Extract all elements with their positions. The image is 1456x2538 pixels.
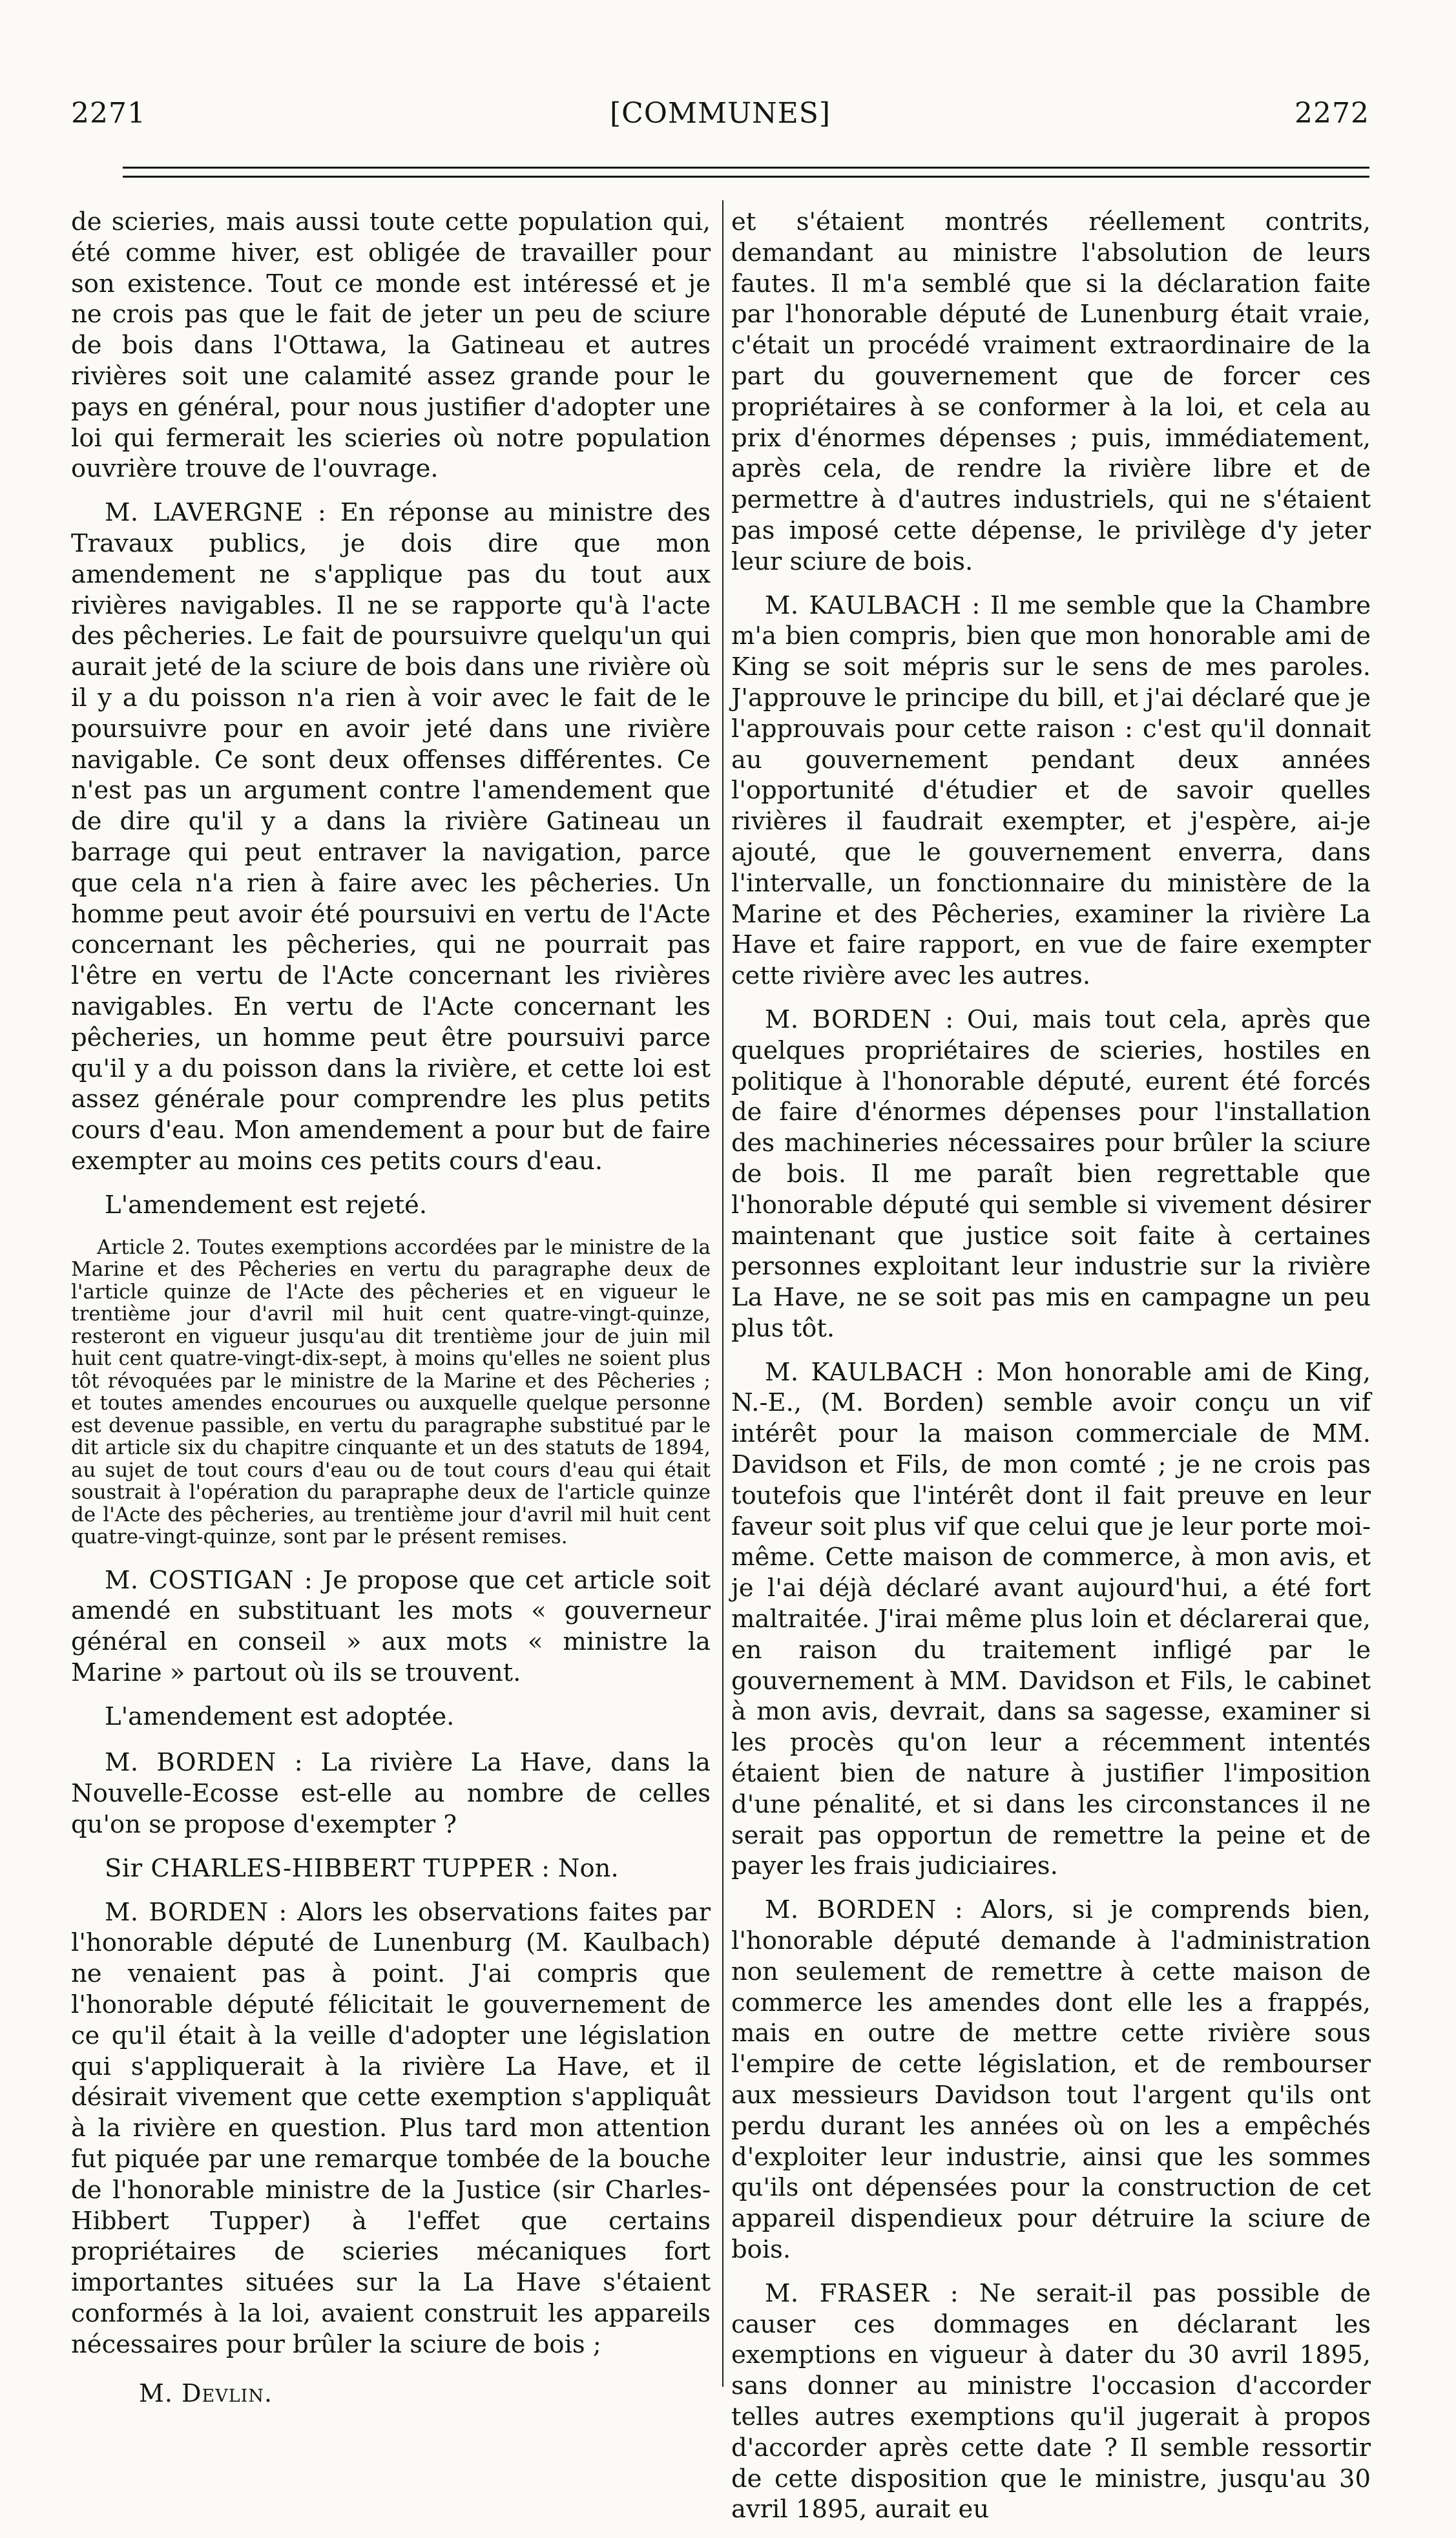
bill-article-text: Article 2. Toutes exemptions accordées par le ministre de la Marine et des Pêcheries en vertu du paragraphe deux de l'article quinze de l'Acte des pêcheries et en vigueur le trentième jour d'avril mil huit cent quatre-vingt-quinze, resteront en vigueur jusqu'au dit trentième jour de juin mil huit cent quatre-vingt-dix-sept, à moins qu'elles ne soient plus tôt révoquées par le ministre de la Marine et des Pêcheries ; et toutes amendes encourues ou auxquelle quelque personne est devenue passible, en vertu du paragraphe substitué par le dit article six du chapitre cinquante et un des statuts de 1894, au sujet de tout cours d'eau ou de tout cours d'eau qui était soustrait à l'opération du parapraphe deux de l'article quinze de l'Acte des pêcheries, au trentième jour d'avril mil huit cent quatre-vingt-quinze, sont par le présent remises. [71,1235,711,1548]
speaker-name: M. BORDEN : [765,1895,964,1925]
speech-paragraph [71,1747,711,1840]
continued-paragraph: et s'étaient montrés réellement contrits, demandant au ministre l'absolution de leurs fautes. Il m'a semblé que si la déclaration faite par l'honorable député de Lunenburg était vraie, c'était un procédé vraiment extraordinaire de la part du gouvernement que de forcer ces propriétaires à se conformer à la loi, et cela au prix d'énormes dépenses ; puis, immédiatement, après cela, de rendre la rivière libre et de permettre à d'autres industriels, qui ne s'étaient pas imposé cette dépense, le privilège d'y jeter leur sciure de bois. [731,207,1371,576]
speech-text: Il me semble que la Chambre m'a bien compris, bien que mon honorable ami de King se soit mépris sur le sens de mes paroles. J'approuve le principe du bill, et j'ai déclaré que je l'approuvais pour cette raison : c'est qu'il donnait au gouvernement pendant deux années l'opportunité d'étudier et de savoir quelles rivières il faudrait exempter, et j'espère, ai-je ajouté, que le gouvernement enverra, dans l'intervalle, un fonctionnaire du ministère de la Marine et des Pêcheries, examiner la rivière La Have et faire rapport, en vue de faire exempter cette rivière avec les autres. [731,590,1371,991]
speech-paragraph [71,497,711,1177]
vote-result: L'amendement est rejeté. [105,1190,428,1220]
speaker-name: M. BORDEN : [105,1897,287,1927]
speech-paragraph [731,2278,1371,2525]
right-column [731,207,1371,2538]
speech-paragraph [731,1004,1371,1344]
speaker-name: M. BORDEN : [105,1748,304,1778]
running-title: [COMMUNES] [609,97,831,130]
speaker-name: M. COSTIGAN : [105,1565,313,1595]
speaker-name: M. KAULBACH : [765,1357,984,1387]
left-page-number: 2271 [71,97,146,130]
speech-text: Oui, mais tout cela, après que quelques propriétaires de scieries, hostiles en politique à l'honorable député, eurent été forcés de faire d'énormes dépenses pour l'installation des machineries nécessaires pour brûler la sciure de bois. Il me paraît bien regrettable que l'honorable député qui semble si vivement désirer maintenant que justice soit faite à certaines personnes exploitant leur industrie sur la rivière La Have, ne se soit pas mis en campagne un peu plus tôt. [731,1004,1371,1343]
vote-result: L'amendement est adoptée. [105,1701,455,1731]
speech-paragraph [731,1357,1371,1882]
speech-text: Mon honorable ami de King, N.-E., (M. Borden) semble avoir conçu un vif intérêt pour la maison commerciale de MM. Davidson et Fils, de mon comté ; je ne crois pas toutefois que l'intérêt dont il fait preuve en leur faveur soit plus vif que celui que je leur porte moi-même. Cette maison de commerce, à mon avis, et je l'ai déjà déclaré avant aujourd'hui, a été fort maltraitée. J'irai même plus loin et déclarerai que, en raison du traitement infligé par le gouvernement à MM. Davidson et Fils, le cabinet à mon avis, devrait, dans sa sagesse, examiner si les procès qu'on leur a récemment intentés étaient bien de nature à justifier l'imposition d'une pénalité, et si dans les circonstances il ne serait pas opportun de remettre la peine et de payer les frais judiciaires. [731,1357,1371,1881]
speaker-name: M. KAULBACH : [765,590,981,620]
speaker-name: M. BORDEN : [765,1004,954,1034]
right-page-number: 2272 [1295,97,1369,130]
speaker-name: Sir CHARLES-HIBBERT TUPPER : [105,1853,550,1883]
speech-text: Alors les observations faites par l'honorable député de Lunenburg (M. Kaulbach) ne venaient pas à point. J'ai compris que l'honorable député félicitait le gouvernement de ce qu'il était à la veille d'adopter une législation qui s'appliquerait à la rivière La Have, et il désirait vivement que cette exemption s'appliquât à la rivière en question. Plus tard mon attention fut piquée par une remarque tombée de la bouche de l'honorable ministre de la Justice (sir Charles-Hibbert Tupper) à l'effet que certains propriétaires de scieries mécaniques fort importantes situées sur la La Have s'étaient conformés à la loi, avaient construit les appareils nécessaires pour brûler la sciure de bois ; [71,1897,711,2359]
speech-paragraph [71,1565,711,1689]
continued-paragraph: de scieries, mais aussi toute cette population qui, été comme hiver, est obligée de travailler pour son existence. Tout ce monde est intéressé et je ne crois pas que le fait de jeter un peu de sciure de bois dans l'Ottawa, la Gatineau et autres rivières soit une calamité assez grande pour le pays en général, pour nous justifier d'adopter une loi qui fermerait les scieries où notre population ouvrière trouve de l'ouvrage. [71,207,711,484]
footer-signature: M. Devlin. [139,2379,273,2408]
speaker-name: M. FRASER : [765,2278,959,2308]
speech-paragraph [71,1853,711,1884]
column-divider [722,200,723,2387]
header-rule-bottom [123,176,1369,178]
speech-text: Ne serait-il pas possible de causer ces dommages en déclarant les exemptions en vigueur à dater du 30 avril 1895, sans donner au ministre l'occasion d'accorder telles autres exemptions qu'il jugerait à propos d'accorder après cette date ? Il semble ressortir de cette disposition que le ministre, jusqu'au 30 avril 1895, aurait eu [731,2278,1371,2524]
speech-text: Non. [550,1853,619,1883]
speech-text: Je propose que cet article soit amendé en substituant les mots « gouverneur général en conseil » aux mots « ministre la Marine » partout où ils se trouvent. [71,1565,711,1687]
speaker-name: M. LAVERGNE : [105,498,327,528]
speech-text: Alors, si je comprends bien, l'honorable député demande à l'administration non seulement de remettre à cette maison de commerce les amendes dont elle les a frappés, mais en outre de mettre cette rivière sous l'empire de cette législation, et de rembourser aux messieurs Davidson tout l'argent qu'ils ont perdu durant les années où on les a empêchés d'exploiter leur industrie, ainsi que les sommes qu'ils ont dépensées pour la construction de cet appareil dispendieux pour détruire la sciure de bois. [731,1895,1371,2264]
page-header [71,90,1369,149]
speech-paragraph [71,1897,711,2360]
speech-text: En réponse au ministre des Travaux publics, je dois dire que mon amendement ne s'applique pas du tout aux rivières navigables. Il ne se rapporte qu'à l'acte des pêcheries. Le fait de poursuivre quelqu'un qui aurait jeté de la sciure de bois dans une rivière où il y a du poisson n'a rien à voir avec le fait de le poursuivre pour en avoir jeté dans une rivière navigable. Ce sont deux offenses différentes. Ce n'est pas un argument contre l'amendement que de dire qu'il y a dans la rivière Gatineau un barrage qui peut entraver la navigation, parce que cela n'a rien à faire avec les pêcheries. Un homme peut avoir été poursuivi en vertu de l'Acte concernant les pêcheries, qui ne pourrait pas l'être en vertu de l'Acte concernant les rivières navigables. En vertu de l'Acte concernant les pêcheries, un homme peut être poursuivi parce qu'il y a du poisson dans la rivière, et cette loi est assez générale pour comprendre les plus petits cours d'eau. Mon amendement a pour but de faire exempter au moins ces petits cours d'eau. [71,498,711,1176]
speech-paragraph [731,590,1371,992]
speech-paragraph [731,1895,1371,2265]
header-rule-top [123,167,1369,169]
speech-text: La rivière La Have, dans la Nouvelle-Ecosse est-elle au nombre de celles qu'on se propose d'exempter ? [71,1748,711,1840]
left-column [71,207,711,2373]
